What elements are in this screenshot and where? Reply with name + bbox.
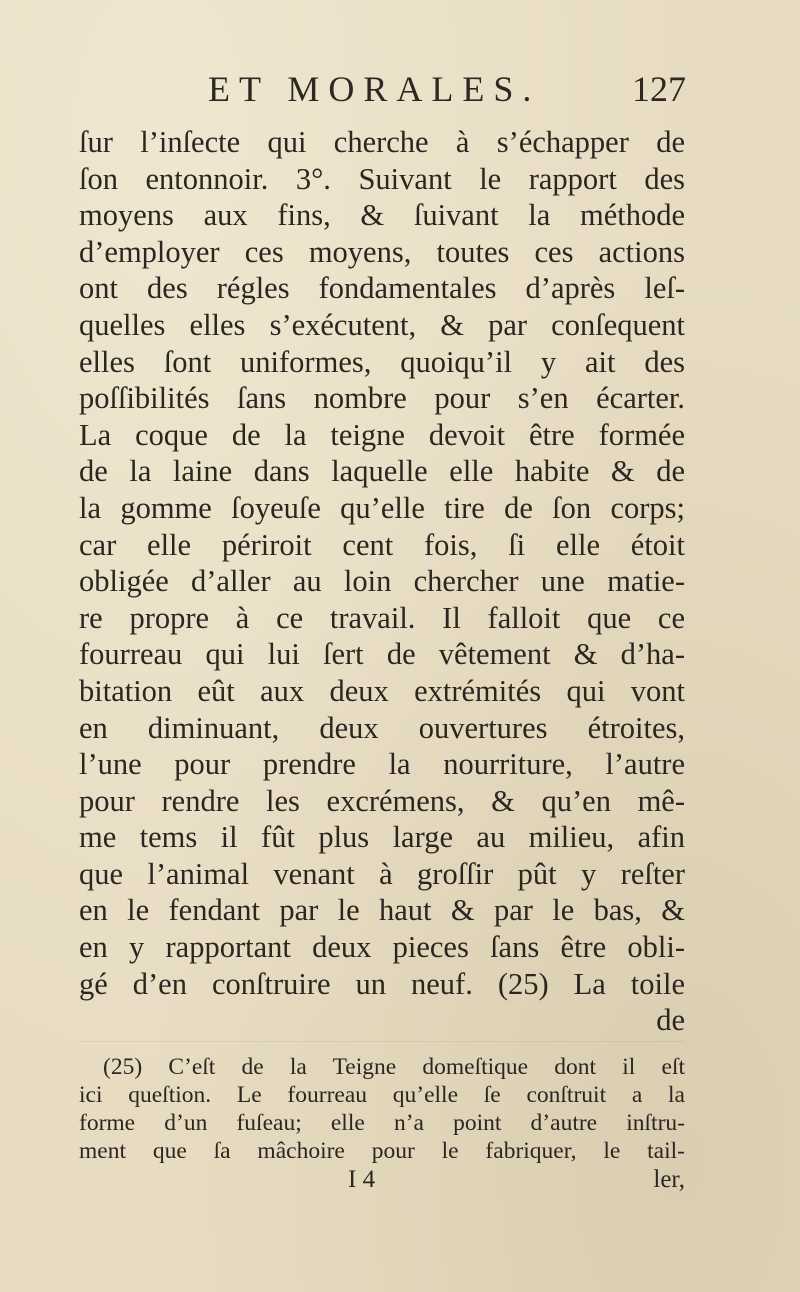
text-line: l’une pour prendre la nourriture, l’autre	[79, 747, 685, 782]
footnote	[79, 1053, 685, 1165]
text-line: ſon entonnoir. 3°. Suivant le rapport des	[79, 161, 685, 196]
text-line: en le fendant par le haut & par le bas, &	[79, 893, 685, 928]
text-line: en y rapportant deux pieces ſans être obli-	[79, 930, 685, 965]
text-line: La coque de la teigne devoit être formée	[79, 417, 685, 452]
text-line: la gomme ſoyeuſe qu’elle tire de ſon corps;	[79, 490, 685, 525]
text-line: car elle périroit cent fois, ſi elle étoit	[79, 527, 685, 562]
text-line: de	[656, 1003, 685, 1038]
catchword: ler,	[653, 1166, 685, 1193]
footnote-line: (25) C’eſt de la Teigne domeſtique dont il eſt	[103, 1054, 685, 1080]
page-number: 127	[632, 69, 686, 109]
text-line: re propre à ce travail. Il falloit que ce	[79, 600, 685, 635]
text-line: me tems il fût plus large au milieu, afin	[79, 820, 685, 855]
text-line: quelles elles s’exécutent, & par conſequent	[79, 307, 685, 342]
text-line: que l’animal venant à groſſir pût y reſter	[79, 856, 685, 891]
running-title: ET MORALES.	[208, 69, 541, 109]
text-line: ſur l’inſecte qui cherche à s’échapper de	[79, 125, 685, 159]
footnote-line: forme d’un fuſeau; elle n’a point d’autre inſtru-	[79, 1110, 685, 1136]
footnote-line: ici queſtion. Le fourreau qu’elle ſe conſtruit a la	[79, 1082, 685, 1108]
text-line: pour rendre les excrémens, & qu’en mê-	[79, 783, 685, 818]
text-line: elles ſont uniformes, quoiqu’il y ait des	[79, 344, 685, 379]
text-line: fourreau qui lui ſert de vêtement & d’ha-	[79, 637, 685, 672]
text-line: en diminuant, deux ouvertures étroites,	[79, 710, 685, 745]
signature-mark: I 4	[348, 1166, 376, 1193]
text-line: obligée d’aller au loin chercher une matie-	[79, 564, 685, 599]
text-line: moyens aux fins, & ſuivant la méthode	[79, 198, 685, 233]
text-line: de la laine dans laquelle elle habite & de	[79, 454, 685, 489]
text-line: ont des régles fondamentales d’après leſ-	[79, 271, 685, 306]
footnote-separator	[79, 1041, 685, 1042]
running-head	[130, 64, 686, 112]
body-text	[79, 124, 685, 1039]
text-line: poſſibilités ſans nombre pour s’en écarter.	[79, 381, 685, 416]
text-line: d’employer ces moyens, toutes ces actions	[79, 234, 685, 269]
text-line: bitation eût aux deux extrémités qui vont	[79, 673, 685, 708]
footnote-line: ment que ſa mâchoire pour le fabriquer, le tail-	[79, 1138, 685, 1164]
text-line: gé d’en conſtruire un neuf. (25) La toile	[79, 966, 685, 1001]
